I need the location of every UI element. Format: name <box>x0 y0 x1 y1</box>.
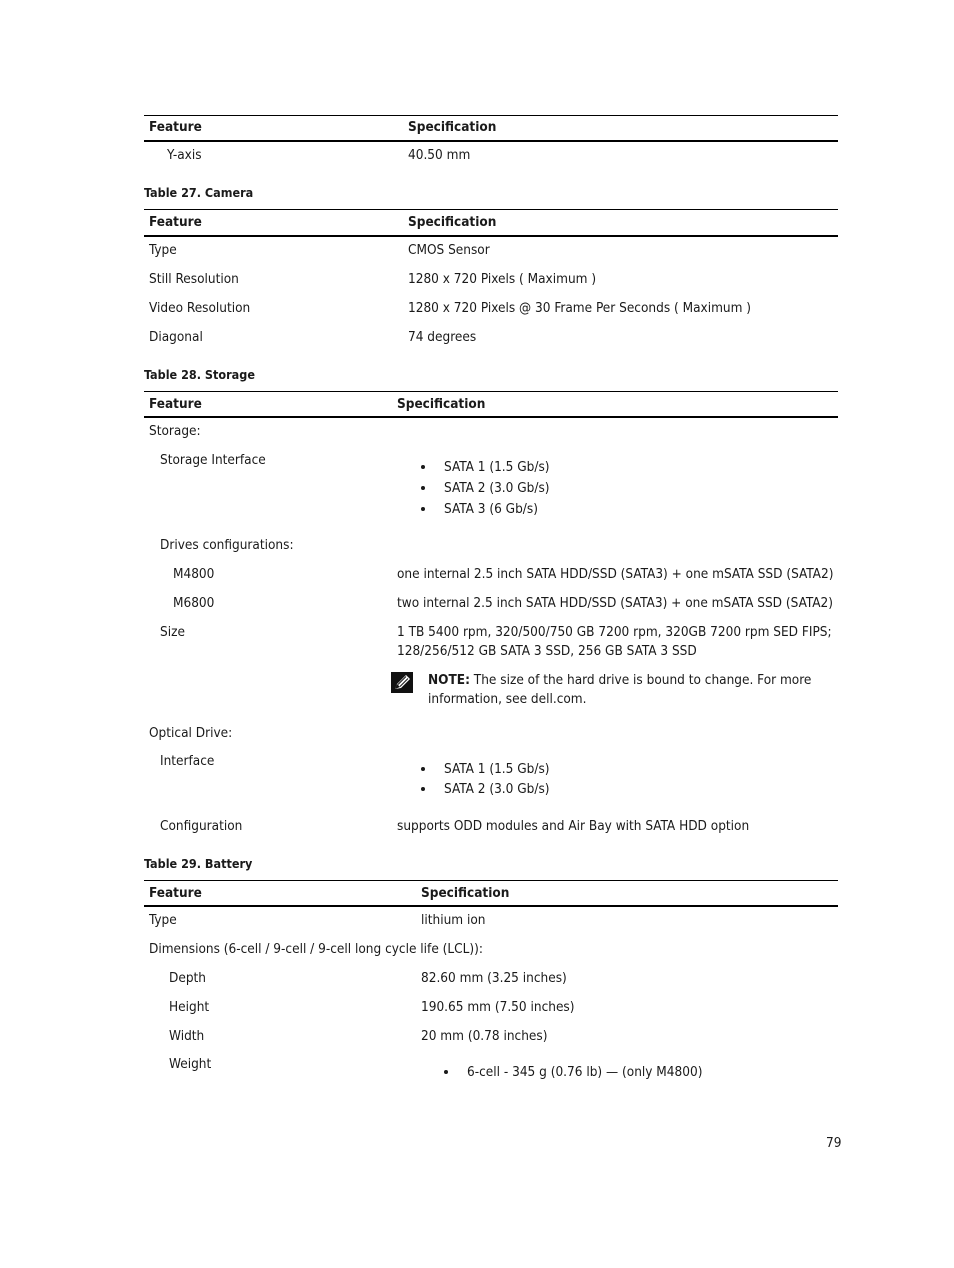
m4800-label: M4800 <box>173 566 215 582</box>
header-specification: Specification <box>408 119 497 135</box>
camera-diagonal-label: Diagonal <box>149 329 203 345</box>
header-bottom-rule <box>144 140 838 142</box>
battery-width-value: 20 mm (0.78 inches) <box>421 1028 548 1044</box>
configuration-label: Configuration <box>160 818 243 834</box>
header-feature: Feature <box>149 119 202 135</box>
note-text-line-1: The size of the hard drive is bound to change. For more <box>473 672 812 688</box>
battery-type-label: Type <box>149 912 177 928</box>
table-28-caption: Table 28. Storage <box>144 367 255 382</box>
optical-interface-item: SATA 2 (3.0 Gb/s) <box>444 781 550 797</box>
battery-dimensions-label: Dimensions (6-cell / 9-cell / 9-cell long cycle life (LCL)): <box>149 941 483 957</box>
table-28-top-rule <box>144 391 838 392</box>
battery-weight-item: 6-cell - 345 g (0.76 lb) — (only M4800) <box>467 1064 703 1080</box>
camera-video-value: 1280 x 720 Pixels @ 30 Frame Per Seconds ( Maximum ) <box>408 300 752 316</box>
battery-type-value: lithium ion <box>421 912 486 928</box>
storage-interface-item: SATA 2 (3.0 Gb/s) <box>444 480 550 496</box>
table-29-header-feature: Feature <box>149 885 202 901</box>
table-28-header-rule <box>144 416 838 418</box>
note-pencil-icon <box>391 672 413 693</box>
bullet-icon <box>421 787 425 791</box>
storage-interface-label: Storage Interface <box>160 452 266 468</box>
bullet-icon <box>421 486 425 490</box>
table-27-header-specification: Specification <box>408 214 497 230</box>
drives-config-label: Drives configurations: <box>160 537 294 553</box>
table-top-rule <box>144 115 838 116</box>
row-feature-y-axis: Y-axis <box>167 147 202 163</box>
m4800-value: one internal 2.5 inch SATA HDD/SSD (SATA3) + one mSATA SSD (SATA2) <box>397 566 834 582</box>
table-27-header-rule <box>144 235 838 237</box>
note-label: NOTE: <box>428 672 470 688</box>
m6800-value: two internal 2.5 inch SATA HDD/SSD (SATA3) + one mSATA SSD (SATA2) <box>397 595 833 611</box>
bullet-icon <box>421 507 425 511</box>
optical-interface-item: SATA 1 (1.5 Gb/s) <box>444 761 550 777</box>
storage-interface-item: SATA 1 (1.5 Gb/s) <box>444 459 550 475</box>
camera-diagonal-value: 74 degrees <box>408 329 477 345</box>
table-27-header-feature: Feature <box>149 214 202 230</box>
m6800-label: M6800 <box>173 595 215 611</box>
table-27-top-rule <box>144 209 838 210</box>
table-27-caption: Table 27. Camera <box>144 185 254 200</box>
battery-height-value: 190.65 mm (7.50 inches) <box>421 999 575 1015</box>
bullet-icon <box>421 767 425 771</box>
table-29-caption: Table 29. Battery <box>144 856 253 871</box>
storage-interface-item: SATA 3 (6 Gb/s) <box>444 501 538 517</box>
table-29-top-rule <box>144 880 838 881</box>
bullet-icon <box>444 1070 448 1074</box>
table-29-header-specification: Specification <box>421 885 510 901</box>
table-28-header-feature: Feature <box>149 396 202 412</box>
optical-drive-label: Optical Drive: <box>149 725 233 741</box>
note-line-2: information, see dell.com. <box>428 691 587 707</box>
battery-width-label: Width <box>169 1028 205 1044</box>
camera-video-label: Video Resolution <box>149 300 251 316</box>
storage-section-label: Storage: <box>149 423 201 439</box>
page-number: 79 <box>826 1135 842 1151</box>
size-value-line-1: 1 TB 5400 rpm, 320/500/750 GB 7200 rpm, 320GB 7200 rpm SED FIPS; <box>397 624 832 640</box>
camera-type-label: Type <box>149 242 177 258</box>
table-28-header-specification: Specification <box>397 396 486 412</box>
bullet-icon <box>421 465 425 469</box>
battery-height-label: Height <box>169 999 210 1015</box>
size-value-line-2: 128/256/512 GB SATA 3 SSD, 256 GB SATA 3 SSD <box>397 643 697 659</box>
camera-type-value: CMOS Sensor <box>408 242 490 258</box>
battery-weight-label: Weight <box>169 1056 212 1072</box>
battery-depth-label: Depth <box>169 970 206 986</box>
battery-depth-value: 82.60 mm (3.25 inches) <box>421 970 567 986</box>
size-label: Size <box>160 624 185 640</box>
row-spec-y-axis: 40.50 mm <box>408 147 471 163</box>
optical-interface-label: Interface <box>160 753 215 769</box>
configuration-value: supports ODD modules and Air Bay with SATA HDD option <box>397 818 750 834</box>
camera-still-label: Still Resolution <box>149 271 239 287</box>
note-line-1 <box>428 672 811 688</box>
camera-still-value: 1280 x 720 Pixels ( Maximum ) <box>408 271 597 287</box>
table-29-header-rule <box>144 905 838 907</box>
